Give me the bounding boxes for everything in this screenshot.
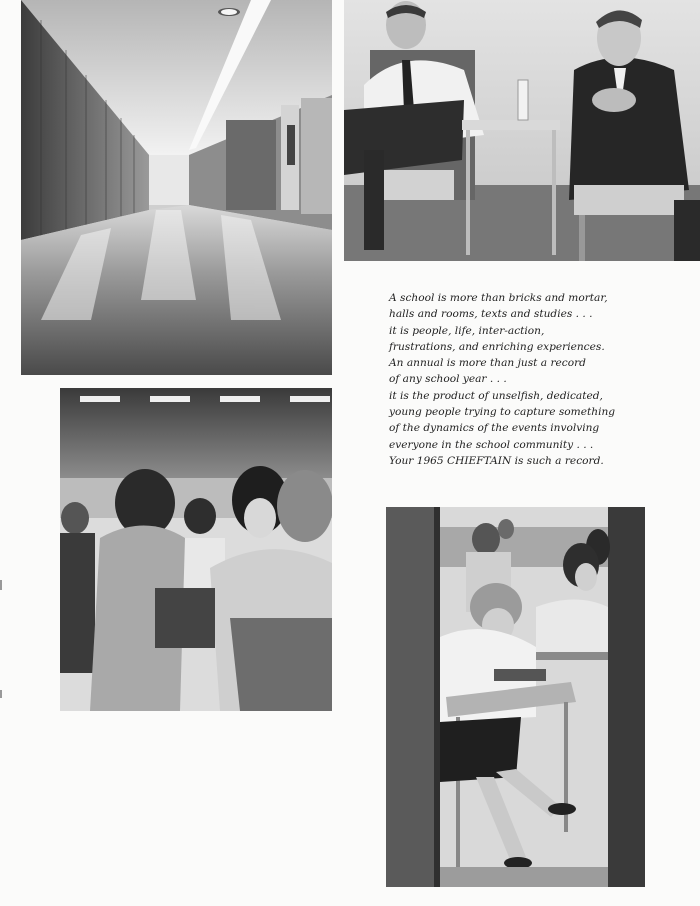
men-seated-photo bbox=[344, 0, 700, 261]
students-group-photo bbox=[60, 388, 332, 711]
caption-line: of the dynamics of the events involving bbox=[389, 422, 600, 435]
caption-line: young people trying to capture something bbox=[389, 406, 616, 419]
caption-line: frustrations, and enriching experiences. bbox=[389, 340, 605, 353]
caption-line: it is the product of unselfish, dedicated, bbox=[389, 389, 603, 402]
caption-line: Your 1965 CHIEFTAIN is such a record. bbox=[389, 454, 604, 467]
caption-line: everyone in the school community . . . bbox=[389, 438, 594, 451]
caption-line: A school is more than bricks and mortar, bbox=[389, 292, 608, 304]
scan-edge-mark bbox=[0, 690, 2, 698]
scan-edge-mark bbox=[0, 580, 2, 590]
classroom-photo bbox=[386, 507, 645, 887]
caption-line: it is people, life, inter-action, bbox=[389, 324, 545, 337]
caption-line: halls and rooms, texts and studies . . . bbox=[389, 308, 593, 321]
hallway-photo bbox=[21, 0, 332, 375]
caption-line: An annual is more than just a record bbox=[389, 357, 586, 370]
caption-line: of any school year . . . bbox=[389, 373, 507, 386]
yearbook-caption bbox=[389, 290, 679, 469]
